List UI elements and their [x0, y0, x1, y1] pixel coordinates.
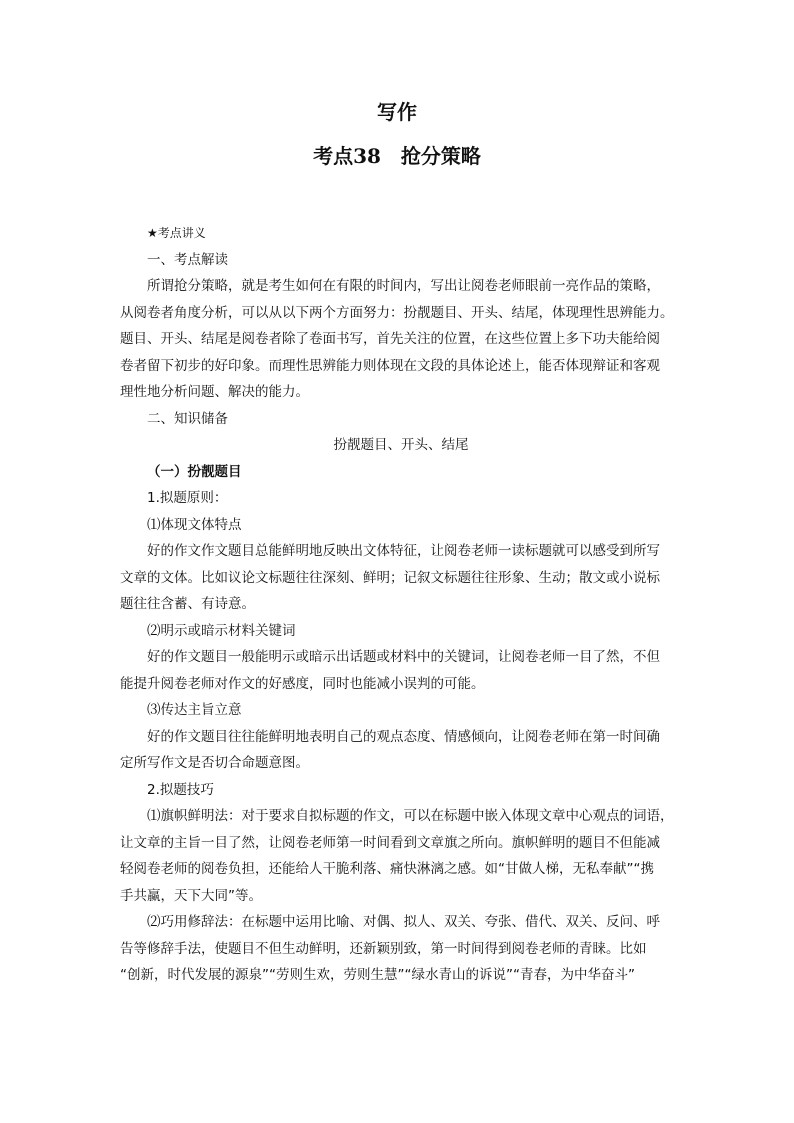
text-line: 所谓抢分策略，就是考生如何在有限的时间内，写出让阅卷老师眼前一亮作品的策略， [147, 278, 660, 294]
text-line: 好的作文作文题目总能鲜明地反映出文体特征，让阅卷老师一读标题就可以感受到所写 [147, 543, 660, 559]
text-line: 好的作文题目一般能明示或暗示出话题或材料中的关键词，让阅卷老师一目了然，不但 [147, 649, 660, 665]
text-line: 卷者留下初步的好印象。而理性思辨能力则体现在文段的具体论述上，能否体现辩证和客观 [120, 357, 660, 374]
text-line: 轻阅卷老师的阅卷负担，还能给人干脆利落、痛快淋漓之感。如“甘做人梯，无私奉献”“携 [120, 861, 654, 877]
text-line: ⑵巧用修辞法：在标题中运用比喻、对偶、拟人、双关、夸张、借代、双关、反问、呼 [147, 914, 660, 930]
document-body [120, 220, 682, 989]
text-line: ⑶传达主旨立意 [147, 702, 242, 718]
text-line: ⑵明示或暗示材料关键词 [147, 622, 296, 639]
text-line: 2.拟题技巧 [147, 781, 214, 798]
document-title: 写作 [377, 100, 417, 124]
text-line: 定所写作文是否切合命题意图。 [120, 755, 309, 771]
text-line: ⑴旗帜鲜明法：对于要求自拟标题的作文，可以在标题中嵌入体现文章中心观点的词语， [147, 808, 674, 824]
text-line: ★考点讲义 [147, 226, 206, 240]
text-line: 文章的文体。比如议论文标题往往深刻、鲜明；记叙文标题往往形象、生动；散文或小说标 [120, 569, 660, 586]
text-line: 1.拟题原则： [147, 490, 228, 506]
text-line: 告等修辞手法，使题目不但生动鲜明，还新颖别致，第一时间得到阅卷老师的青睐。比如 [120, 940, 647, 957]
text-line: 扮靓题目、开头、结尾 [333, 437, 469, 453]
document-subtitle: 考点38 抢分策略 [313, 144, 481, 168]
text-line: 好的作文题目往往能鲜明地表明自己的观点态度、情感倾向，让阅卷老师在第一时间确 [147, 728, 660, 745]
text-line: （一）扮靓题目 [147, 463, 242, 480]
text-line: 二、知识储备 [147, 410, 228, 427]
text-line: 手共赢，天下大同”等。 [120, 887, 262, 904]
text-line: 题目、开头、结尾是阅卷者除了卷面书写，首先关注的位置，在这些位置上多下功夫能给阅 [120, 331, 660, 347]
text-line: 理性地分析问题、解决的能力。 [120, 384, 309, 400]
text-line: 一、考点解读 [147, 251, 228, 268]
text-line: 题往往含蓄、有诗意。 [120, 596, 255, 612]
text-line: ⑴体现文体特点 [147, 516, 242, 533]
text-line: “创新，时代发展的源泉”“劳则生欢，劳则生慧”“绿水青山的诉说”“青春，为中华奋斗” [120, 967, 635, 983]
text-line: 能提升阅卷老师对作文的好感度，同时也能减小误判的可能。 [120, 675, 485, 692]
text-line: 从阅卷者角度分析，可以从以下两个方面努力：扮靓题目、开头、结尾，体现理性思辨能力。 [120, 304, 674, 321]
text-line: 让文章的主旨一目了然，让阅卷老师第一时间看到文章旗之所向。旗帜鲜明的题目不但能减 [120, 834, 660, 851]
